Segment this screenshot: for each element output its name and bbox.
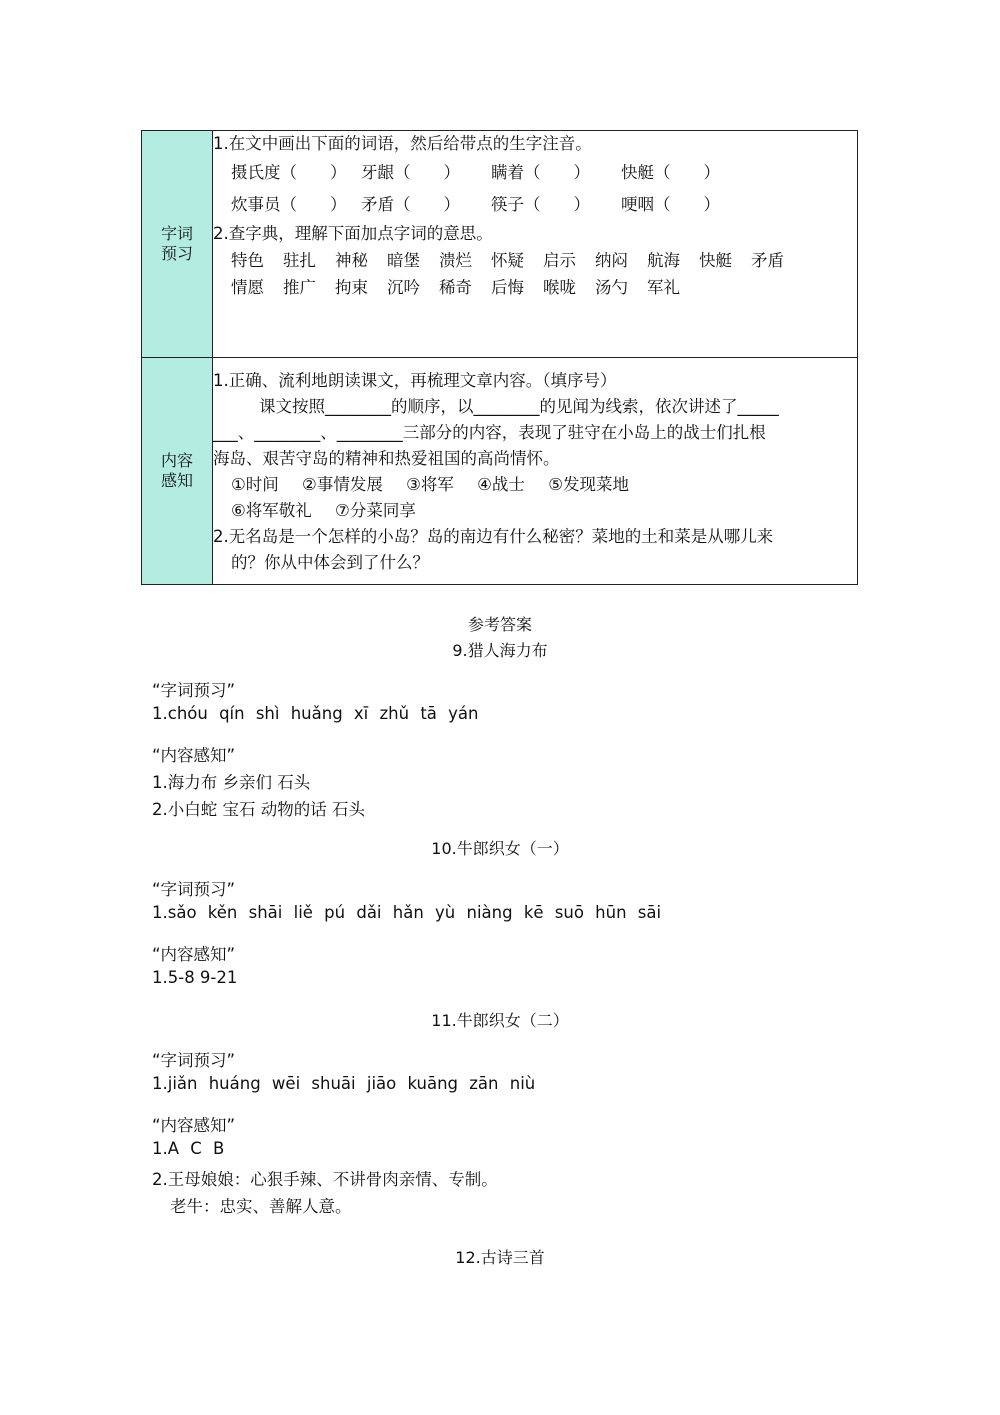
lesson-11-word-heading: “字词预习” — [152, 1051, 236, 1070]
option-item: ②事情发展 — [302, 475, 383, 494]
term-item: 神秘 — [335, 250, 368, 270]
label-line: 字词 — [160, 224, 193, 243]
fill-blank-line-1: 课文按照________的顺序，以________的见闻为线索，依次讲述了_____ — [259, 397, 779, 416]
word-item: 牙龈（ ） — [361, 163, 460, 182]
lesson-11-title: 11.牛郎织女（二） — [431, 1011, 569, 1030]
option-item: ⑤发现菜地 — [548, 475, 629, 494]
lesson-11-content-answer-1: 1.A C B — [152, 1139, 225, 1158]
word-item: 矛盾（ ） — [361, 195, 460, 214]
section-label-content-perception — [142, 358, 213, 585]
question-2-line-1: 2.无名岛是一个怎样的小岛？岛的南边有什么秘密？菜地的土和菜是从哪儿来 — [213, 527, 774, 546]
options-row-2 — [213, 498, 857, 524]
section-word-preview — [142, 131, 858, 358]
word-item: 筷子（ ） — [491, 195, 590, 214]
lesson-9-content-answer-2: 2.小白蛇 宝石 动物的话 石头 — [152, 800, 365, 819]
content-perception-content — [213, 358, 858, 585]
term-item: 推广 — [283, 277, 316, 297]
term-item: 航海 — [647, 250, 680, 270]
pinyin-words-row-2 — [213, 189, 857, 221]
lesson-9-word-answer: 1.chóu qín shì huǎng xī zhǔ tā yán — [152, 704, 479, 723]
label-line: 感知 — [160, 471, 193, 490]
term-item: 拘束 — [335, 277, 368, 297]
lesson-9-content-heading: “内容感知” — [152, 746, 236, 765]
lesson-11-word-answer: 1.jiǎn huáng wēi shuāi jiāo kuāng zān niù — [152, 1074, 536, 1093]
terms-row-2 — [213, 274, 857, 301]
term-item: 溃烂 — [439, 250, 472, 270]
question-1: 1.在文中画出下面的词语，然后给带点的生字注音。 — [213, 134, 592, 153]
term-item: 军礼 — [647, 277, 680, 297]
term-item: 暗堡 — [387, 250, 420, 270]
term-item: 情愿 — [231, 277, 264, 297]
lesson-9-word-heading: “字词预习” — [152, 681, 236, 700]
question-2: 2.查字典，理解下面加点字词的意思。 — [213, 224, 493, 243]
lesson-11-content-answer-3: 老牛：忠实、善解人意。 — [170, 1197, 352, 1216]
option-item: ④战士 — [477, 475, 525, 494]
word-item: 摄氏度（ ） — [231, 163, 347, 182]
lesson-10-word-answer: 1.sǎo kěn shāi liě pú dǎi hǎn yù niàng kē suō hūn sāi — [152, 903, 662, 922]
word-item: 哽咽（ ） — [621, 195, 720, 214]
word-preview-content — [213, 131, 858, 358]
term-item: 纳闷 — [595, 250, 628, 270]
label-line: 预习 — [160, 244, 193, 263]
term-item: 矛盾 — [751, 250, 784, 270]
term-item: 驻扎 — [283, 250, 316, 270]
fill-blank-line-3: 海岛、艰苦守岛的精神和热爱祖国的高尚情怀。 — [213, 449, 560, 468]
section-label-word-preview — [142, 131, 213, 358]
term-item: 快艇 — [699, 250, 732, 270]
lesson-9-content-answer-1: 1.海力布 乡亲们 石头 — [152, 773, 311, 792]
label-line: 内容 — [160, 451, 193, 470]
question-2-line-2: 的？你从中体会到了什么？ — [231, 553, 429, 572]
lesson-10-title: 10.牛郎织女（一） — [431, 839, 569, 858]
section-content-perception — [142, 358, 858, 585]
lesson-11-content-answer-2: 2.王母娘娘：心狠手辣、不讲骨肉亲情、专制。 — [152, 1170, 498, 1189]
term-item: 汤勺 — [595, 277, 628, 297]
term-item: 喉咙 — [543, 277, 576, 297]
fill-blank-line-2: ___、________、________三部分的内容，表现了驻守在小岛上的战士们扎根 — [213, 423, 766, 442]
lesson-9-title: 9.猎人海力布 — [452, 641, 548, 660]
lesson-11-content-heading: “内容感知” — [152, 1116, 236, 1135]
lesson-10-content-answer-1: 1.5-8 9-21 — [152, 968, 238, 987]
term-item: 怀疑 — [491, 250, 524, 270]
term-item: 稀奇 — [439, 277, 472, 297]
answers-heading: 参考答案 — [467, 615, 532, 634]
option-item: ⑦分菜同享 — [335, 501, 416, 520]
question-1: 1.正确、流利地朗读课文，再梳理文章内容。（填序号） — [213, 371, 617, 390]
term-item: 沉吟 — [387, 277, 420, 297]
term-item: 特色 — [231, 250, 264, 270]
option-item: ⑥将军敬礼 — [231, 501, 312, 520]
options-row-1 — [213, 472, 857, 498]
term-item: 启示 — [543, 250, 576, 270]
word-item: 快艇（ ） — [621, 163, 720, 182]
term-item: 后悔 — [491, 277, 524, 297]
lesson-12-title: 12.古诗三首 — [455, 1248, 545, 1267]
lesson-10-word-heading: “字词预习” — [152, 880, 236, 899]
preview-table — [141, 130, 858, 585]
option-item: ①时间 — [231, 475, 279, 494]
word-item: 炊事员（ ） — [231, 195, 347, 214]
lesson-10-content-heading: “内容感知” — [152, 945, 236, 964]
option-item: ③将军 — [406, 475, 454, 494]
terms-row-1 — [213, 247, 857, 274]
pinyin-words-row-1 — [213, 157, 857, 189]
word-item: 瞒着（ ） — [491, 163, 590, 182]
